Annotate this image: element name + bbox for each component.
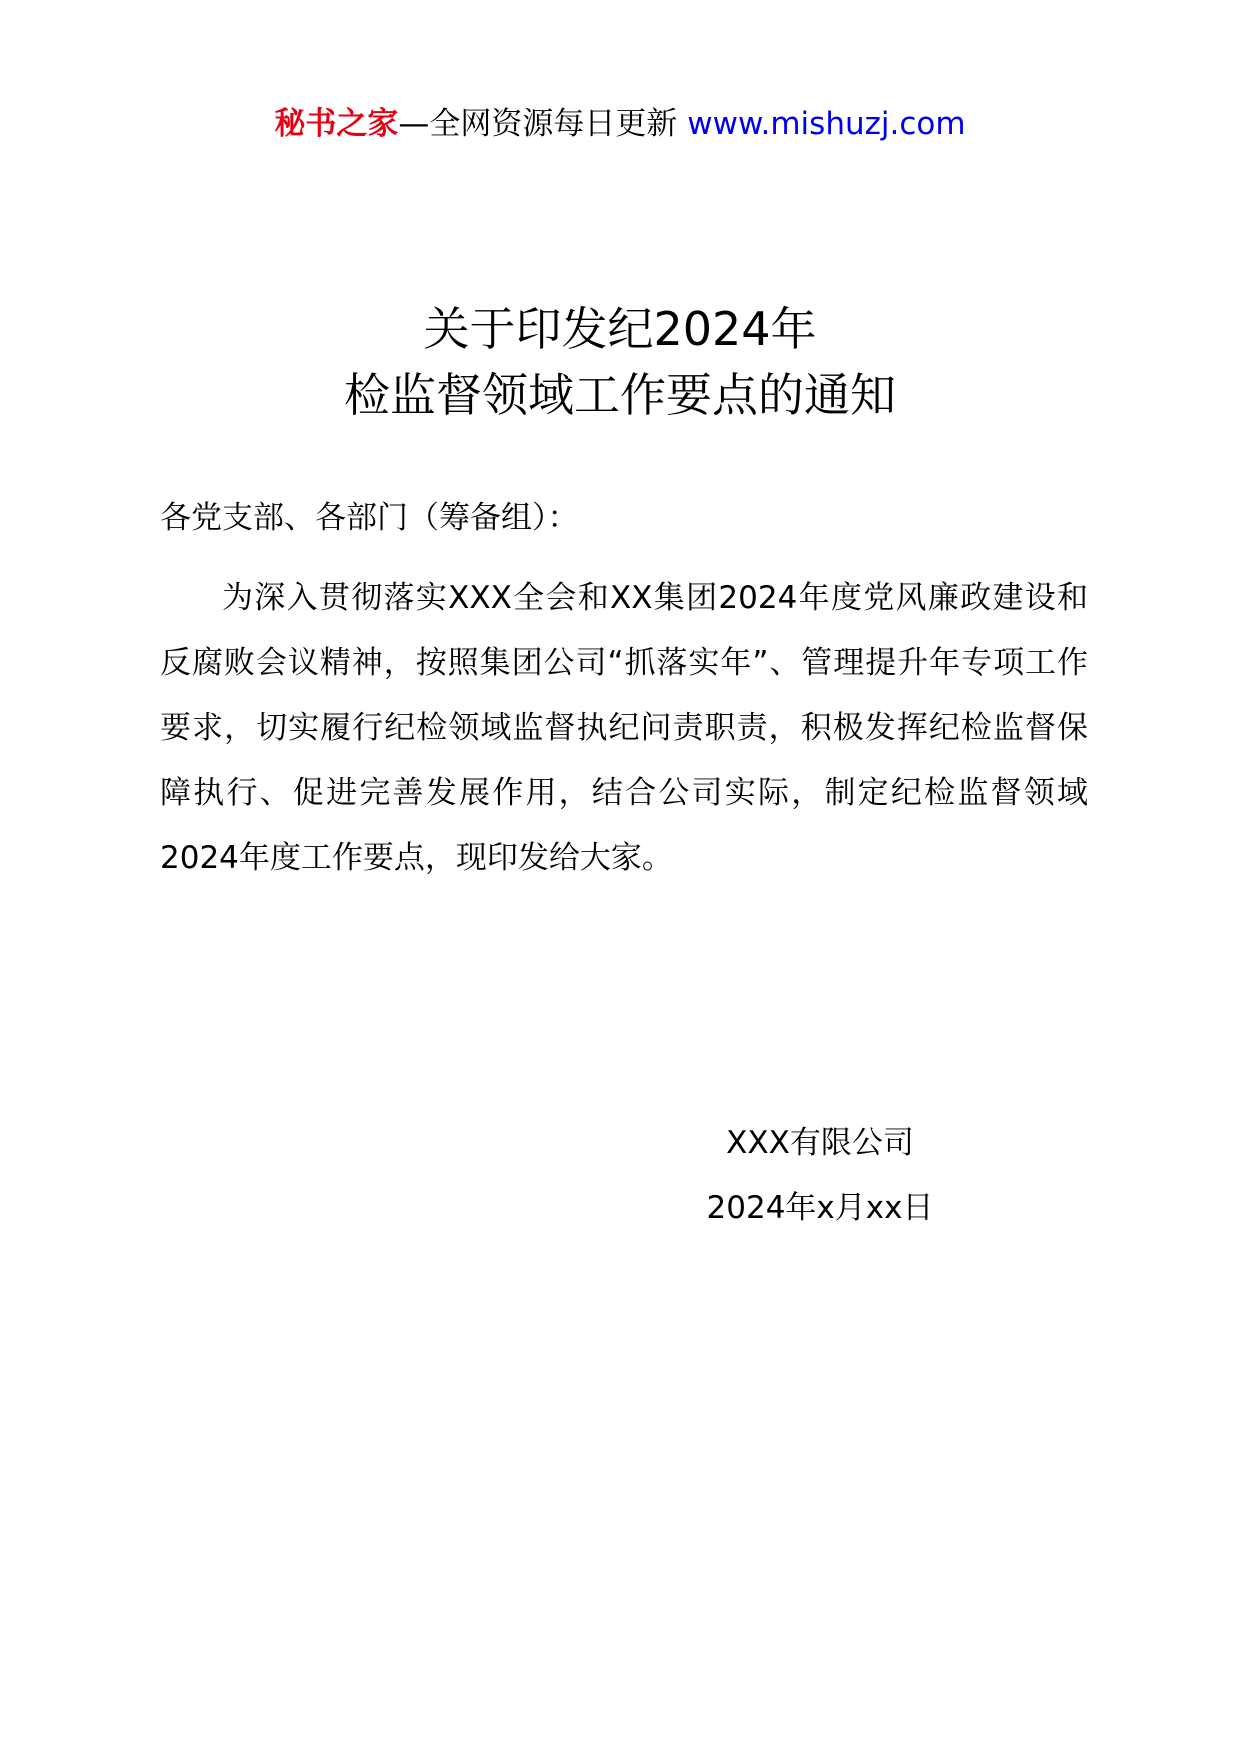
title-line-2: 检监督领域工作要点的通知 — [344, 368, 896, 422]
signature-block — [600, 1111, 1040, 1241]
site-header — [0, 104, 1240, 144]
site-url-link[interactable]: www.mishuzj.com — [687, 106, 966, 142]
brand-name: 秘书之家 — [274, 106, 399, 142]
signature-date: 2024年x月xx日 — [706, 1190, 934, 1226]
signature-company: XXX有限公司 — [726, 1125, 914, 1161]
salutation: 各党支部、各部门（筹备组）： — [160, 500, 579, 536]
document-title — [0, 296, 1240, 428]
header-slogan: —全网资源每日更新 — [398, 106, 678, 142]
title-line-1: 关于印发纪2024年 — [423, 302, 817, 356]
body-paragraph: 为深入贯彻落实XXX全会和XX集团2024年度党风廉政建设和反腐败会议精神，按照集团公司“抓落实年”、管理提升年专项工作要求，切实履行纪检领域监督执纪问责职责，积极发挥纪检监督保障执行、促进完善发展作用，结合公司实际，制定纪检监督领域2024年度工作要点，现印发给大家。 — [160, 580, 1088, 876]
